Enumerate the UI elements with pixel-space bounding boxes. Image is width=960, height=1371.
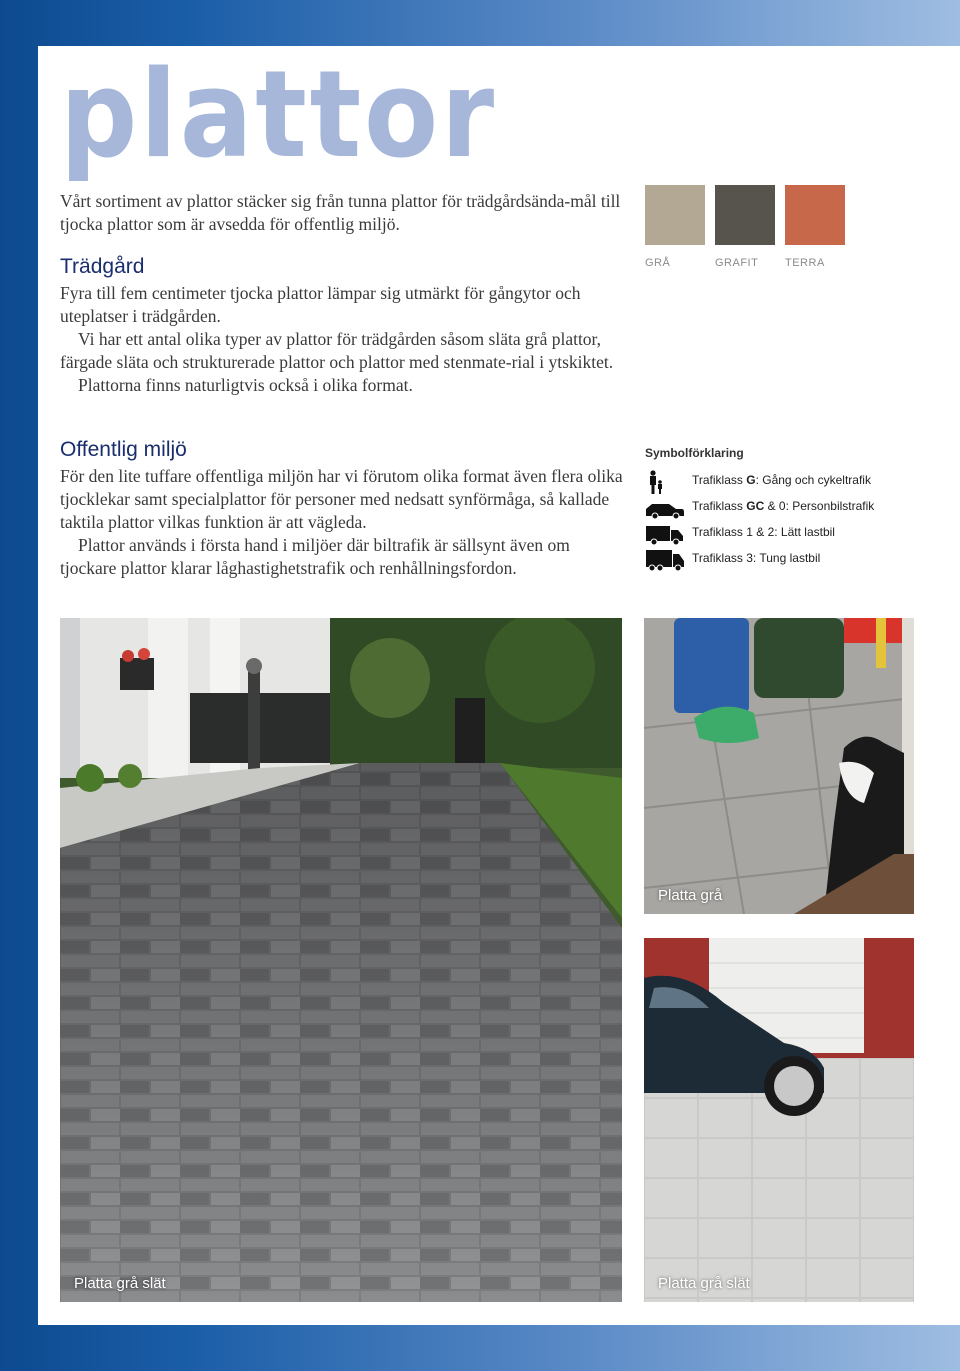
public-section bbox=[60, 437, 625, 580]
page-title: plattor bbox=[60, 46, 497, 185]
garden-paragraph-1: Fyra till fem centimeter tjocka plattor lämpar sig utmärkt för gångytor och uteplatser i trädgården. bbox=[60, 283, 581, 326]
swatch-gra bbox=[645, 185, 705, 245]
legend-title: Symbolförklaring bbox=[645, 446, 744, 460]
swatch-grafit bbox=[715, 185, 775, 245]
garden-paragraph-3: Plattorna finns naturligtvis också i olika format. bbox=[78, 375, 413, 395]
heavy-truck-icon bbox=[645, 548, 685, 572]
cat-patio-image bbox=[644, 618, 914, 914]
garden-heading: Trädgård bbox=[60, 255, 145, 278]
garden-section bbox=[60, 254, 625, 397]
caption-main-photo: Platta grå slät bbox=[74, 1275, 166, 1292]
legend-text-gc: Trafiklass GC & 0: Personbilstrafik bbox=[692, 499, 875, 513]
photo-paved-path bbox=[60, 618, 622, 1302]
legend-text-1-2: Trafiklass 1 & 2: Lätt lastbil bbox=[692, 525, 835, 539]
swatch-label-grafit: GRAFIT bbox=[715, 257, 759, 269]
intro-block bbox=[60, 190, 625, 236]
garden-paragraph-2: Vi har ett antal olika typer av plattor för trädgården såsom släta grå plattor, färgade släta och strukturerade plattor och plattor med stenmate-rial i ytskiktet. bbox=[60, 329, 614, 372]
symbol-legend bbox=[645, 446, 945, 574]
paved-path-image bbox=[60, 618, 622, 1302]
swatch-label-gra: GRÅ bbox=[645, 257, 671, 269]
intro-text: Vårt sortiment av plattor stäcker sig från tunna plattor för trädgårdsända-mål till tjocka plattor som är avsedda för offentlig miljö. bbox=[60, 191, 621, 234]
legend-row bbox=[645, 522, 945, 548]
caption-cat-photo: Platta grå bbox=[658, 887, 723, 904]
swatch-label-terra: TERRA bbox=[785, 257, 825, 269]
pedestrian-icon bbox=[645, 470, 685, 494]
photo-car-driveway bbox=[644, 938, 914, 1302]
legend-text-g: Trafiklass G: Gång och cykeltrafik bbox=[692, 473, 871, 487]
caption-car-photo: Platta grå slät bbox=[658, 1275, 750, 1292]
car-driveway-image bbox=[644, 938, 914, 1302]
legend-row bbox=[645, 496, 945, 522]
photo-cat-patio bbox=[644, 618, 914, 914]
public-paragraph-1: För den lite tuffare offentliga miljön har vi förutom olika format även flera olika tjocklekar samt specialplattor för personer med nedsatt synförmåga, så kallade taktila plattor vilkas funktion är att vägleda. bbox=[60, 466, 623, 532]
legend-row bbox=[645, 548, 945, 574]
light-truck-icon bbox=[645, 522, 685, 546]
public-heading: Offentlig miljö bbox=[60, 438, 187, 461]
legend-row bbox=[645, 470, 945, 496]
legend-text-3: Trafiklass 3: Tung lastbil bbox=[692, 551, 821, 565]
swatch-terra bbox=[785, 185, 845, 245]
car-icon bbox=[645, 496, 685, 520]
public-paragraph-2: Plattor används i första hand i miljöer där biltrafik är sällsynt även om tjockare plattor klarar låghastighetstrafik och renhållningsfordon. bbox=[60, 535, 570, 578]
